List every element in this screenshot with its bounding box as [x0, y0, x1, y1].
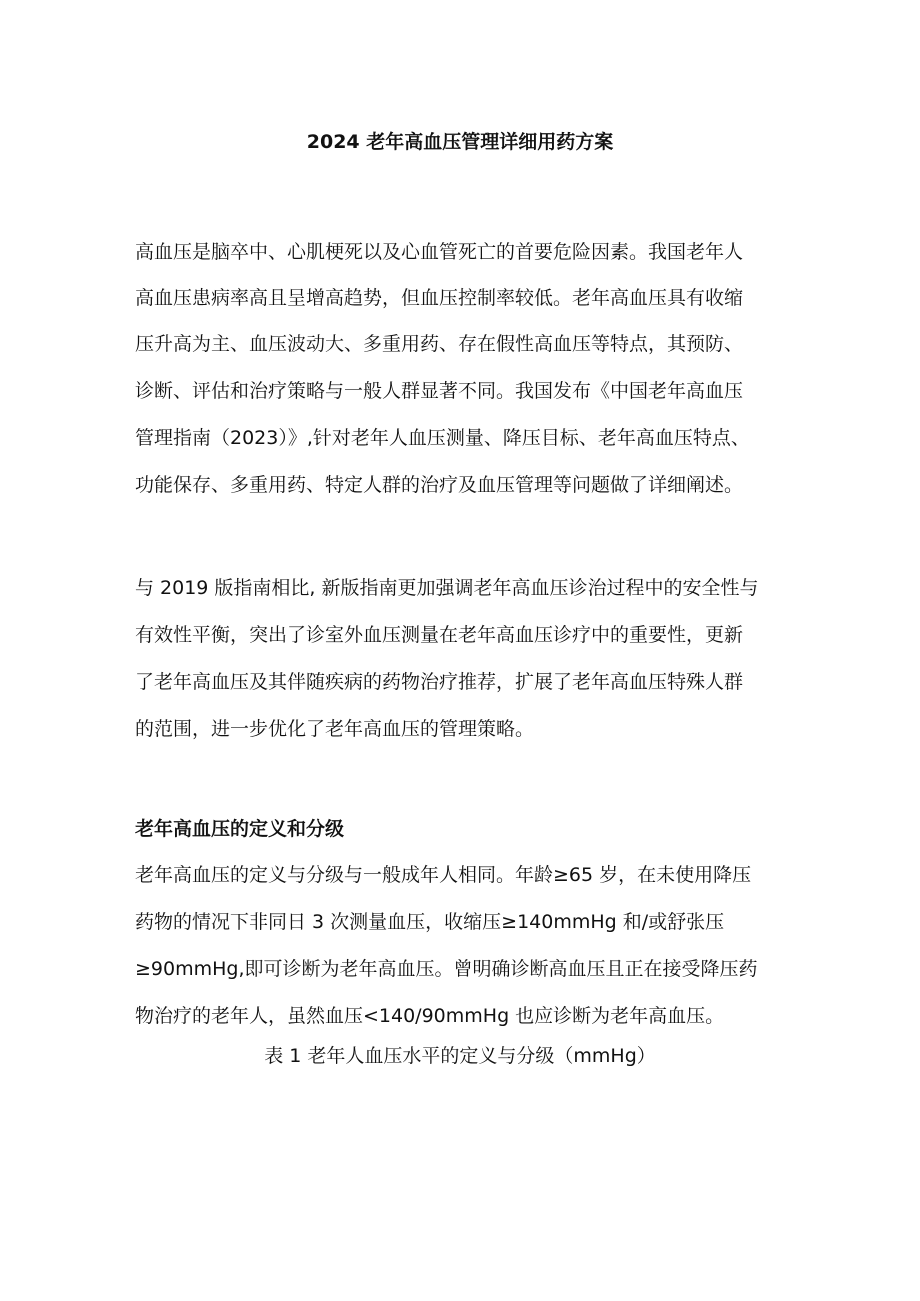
paragraph-2-line: 有效性平衡，突出了诊室外血压测量在老年高血压诊疗中的重要性，更新	[135, 624, 744, 646]
paragraph-1-line: 功能保存、多重用药、特定人群的治疗及血压管理等问题做了详细阐述。	[135, 474, 744, 496]
paragraph-1-line: 高血压患病率高且呈增高趋势，但血压控制率较低。老年高血压具有收缩	[135, 287, 744, 309]
paragraph-1-line: 管理指南（2023）》,针对老年人血压测量、降压目标、老年高血压特点、	[135, 427, 750, 449]
section-heading: 老年高血压的定义和分级	[135, 818, 345, 840]
paragraph-2-line: 与 2019 版指南相比, 新版指南更加强调老年高血压诊治过程中的安全性与	[135, 577, 759, 599]
document-title: 2024 老年高血压管理详细用药方案	[306, 131, 614, 153]
paragraph-3-line: 老年高血压的定义与分级与一般成年人相同。年龄≥65 岁，在未使用降压	[135, 864, 752, 886]
paragraph-3-line: 物治疗的老年人，虽然血压<140/90mmHg 也应诊断为老年高血压。	[135, 1005, 725, 1027]
paragraph-1-line: 高血压是脑卒中、心肌梗死以及心血管死亡的首要危险因素。我国老年人	[135, 241, 744, 263]
table-caption: 表 1 老年人血压水平的定义与分级（mmHg）	[264, 1045, 656, 1067]
paragraph-2-line: 了老年高血压及其伴随疾病的药物治疗推荐，扩展了老年高血压特殊人群	[135, 671, 744, 693]
paragraph-2-line: 的范围，进一步优化了老年高血压的管理策略。	[135, 718, 535, 740]
paragraph-3-line: ≥90mmHg,即可诊断为老年高血压。曾明确诊断高血压且正在接受降压药	[135, 958, 758, 980]
paragraph-1-line: 压升高为主、血压波动大、多重用药、存在假性高血压等特点，其预防、	[135, 333, 744, 355]
paragraph-1-line: 诊断、评估和治疗策略与一般人群显著不同。我国发布《中国老年高血压	[135, 380, 744, 402]
paragraph-3-line: 药物的情况下非同日 3 次测量血压，收缩压≥140mmHg 和/或舒张压	[135, 911, 725, 933]
